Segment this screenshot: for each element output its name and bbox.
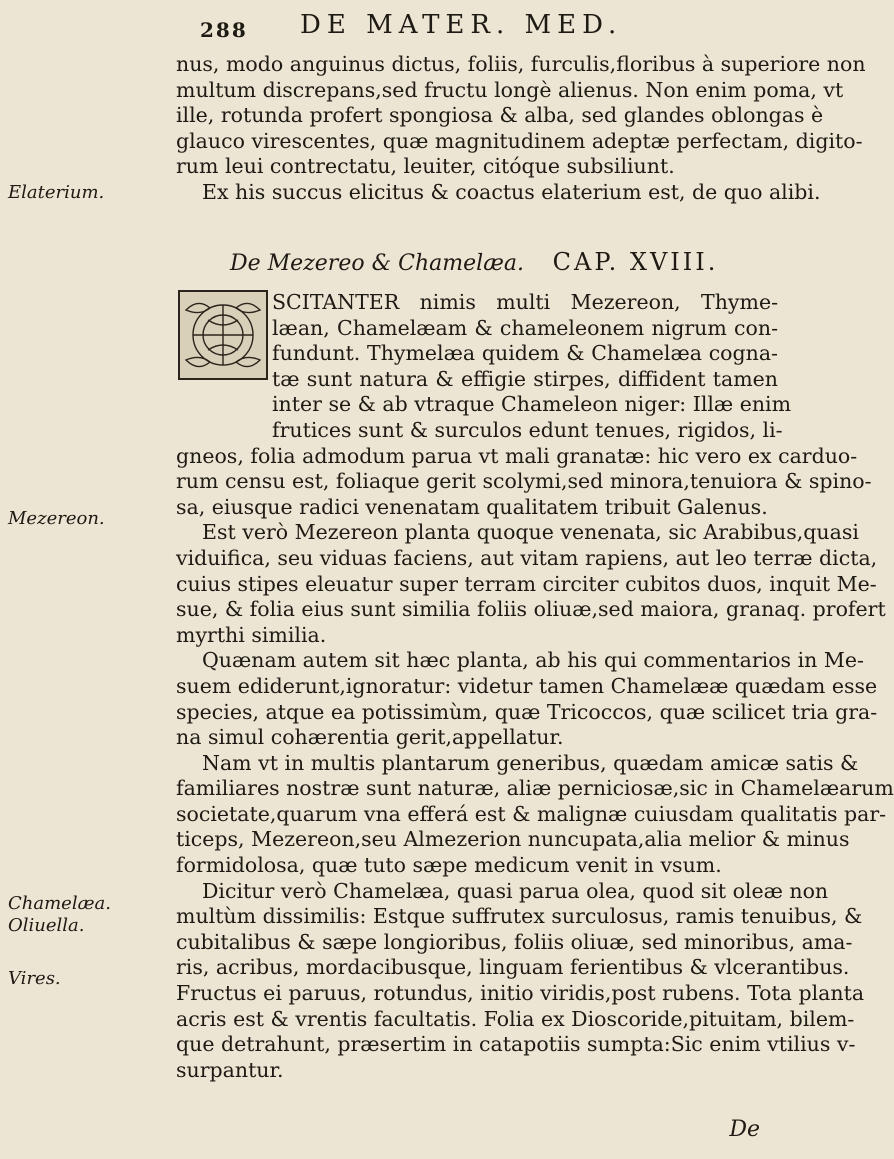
text-line: frutices sunt & surculos edunt tenues, rigidos, li-: [272, 417, 783, 442]
text-line: ticeps, Mezereon,seu Almezerion nuncupata,alia melior & minus: [176, 827, 850, 852]
chapter-heading: [230, 248, 750, 276]
text-line: species, atque ea potissimùm, quæ Tricoccos, quæ scilicet tria gra-: [176, 699, 878, 724]
text-line: Est verò Mezereon planta quoque venenata, sic Arabibus,quasi: [202, 520, 859, 545]
text-line: Quænam autem sit hæc planta, ab his qui commentarios in Me-: [202, 648, 864, 673]
text-line: multum discrepans,sed fructu longè alienus. Non enim poma, vt: [176, 77, 844, 102]
text-line: rum censu est, foliaque gerit scolymi,sed minora,tenuiora & spino-: [176, 469, 872, 494]
text-line: glauco virescentes, quæ magnitudinem adeptæ perfectam, digito-: [176, 128, 863, 153]
paragraph-main: [176, 290, 894, 1083]
text-line: que detrahunt, præsertim in catapotiis sumpta:Sic enim vtilius v-: [176, 1032, 856, 1057]
running-header: [200, 8, 760, 48]
text-line: myrthi similia.: [176, 622, 327, 647]
text-line: Fructus ei paruus, rotundus, initio viridis,post rubens. Tota planta: [176, 981, 865, 1006]
text-line: Nam vt in multis plantarum generibus, quædam amicæ satis &: [202, 750, 859, 775]
margin-note-mezereon: Mezereon.: [8, 508, 105, 529]
catchword: De: [729, 1117, 760, 1142]
margin-note-elaterium: Elaterium.: [8, 182, 105, 203]
text-line: sa, eiusque radici venenatam qualitatem tribuit Galenus.: [176, 494, 768, 519]
paragraph-top: [176, 52, 866, 206]
text-line: multùm dissimilis: Estque suffrutex surculosus, ramis tenuibus, &: [176, 904, 863, 929]
text-line: sue, & folia eius sunt similia foliis oliuæ,sed maiora, granaq. profert: [176, 597, 886, 622]
text-line: nus, modo anguinus dictus, foliis, furculis,floribus à superiore non: [176, 52, 866, 76]
text-line: acris est & vrentis facultatis. Folia ex Dioscoride,pituitam, bilem-: [176, 1006, 855, 1031]
chapter-title: De Mezereo & Chamelæa.: [230, 251, 524, 276]
chapter-label: CAP. XVIII.: [552, 248, 719, 276]
text-line: cuius stipes eleuatur super terram circiter cubitos duos, inquit Me-: [176, 571, 877, 596]
text-line: ille, rotunda profert spongiosa & alba, sed glandes oblongas è: [176, 103, 824, 128]
text-line: SCITANTER nimis multi Mezereon, Thyme-: [272, 290, 778, 314]
text-line: inter se & ab vtraque Chameleon niger: Illæ enim: [272, 392, 792, 417]
text-line: familiares nostræ sunt naturæ, aliæ perniciosæ,sic in Chamelæarum: [176, 776, 894, 801]
text-line: rum leui contrectatu, leuiter, citóque subsiliunt.: [176, 154, 675, 179]
text-line: formidolosa, quæ tuto sæpe medicum venit in vsum.: [176, 853, 722, 878]
text-line: fundunt. Thymelæa quidem & Chamelæa cogna-: [272, 341, 778, 366]
text-line: societate,quarum vna efferá est & malignæ cuiusdam qualitatis par-: [176, 801, 887, 826]
text-line: cubitalibus & sæpe longioribus, foliis oliuæ, sed minoribus, ama-: [176, 929, 853, 954]
text-line: surpantur.: [176, 1057, 284, 1082]
text-line: tæ sunt natura & effigie stirpes, diffident tamen: [272, 366, 778, 391]
margin-note-oliuella: Oliuella.: [8, 915, 85, 936]
text-line: Ex his succus elicitus & coactus elaterium est, de quo alibi.: [202, 179, 821, 204]
text-line: viduifica, seu viduas faciens, aut vitam rapiens, aut leo terræ dicta,: [176, 545, 878, 570]
text-line: ris, acribus, mordacibusque, linguam ferientibus & vlcerantibus.: [176, 955, 850, 980]
text-line: na simul cohærentia gerit,appellatur.: [176, 725, 564, 750]
margin-note-vires: Vires.: [8, 968, 61, 989]
running-title: DE MATER. MED.: [300, 10, 623, 40]
text-line: gneos, folia admodum parua vt mali granatæ: hic vero ex carduo-: [176, 443, 858, 468]
page-number: 288: [200, 18, 248, 42]
text-line: Dicitur verò Chamelæa, quasi parua olea, quod sit oleæ non: [202, 878, 829, 903]
text-line: suem ediderunt,ignoratur: videtur tamen Chamelææ quædam esse: [176, 673, 878, 698]
text-line: læan, Chamelæam & chameleonem nigrum con-: [272, 315, 778, 340]
margin-note-chamelaea: Chamelæa.: [8, 893, 111, 914]
